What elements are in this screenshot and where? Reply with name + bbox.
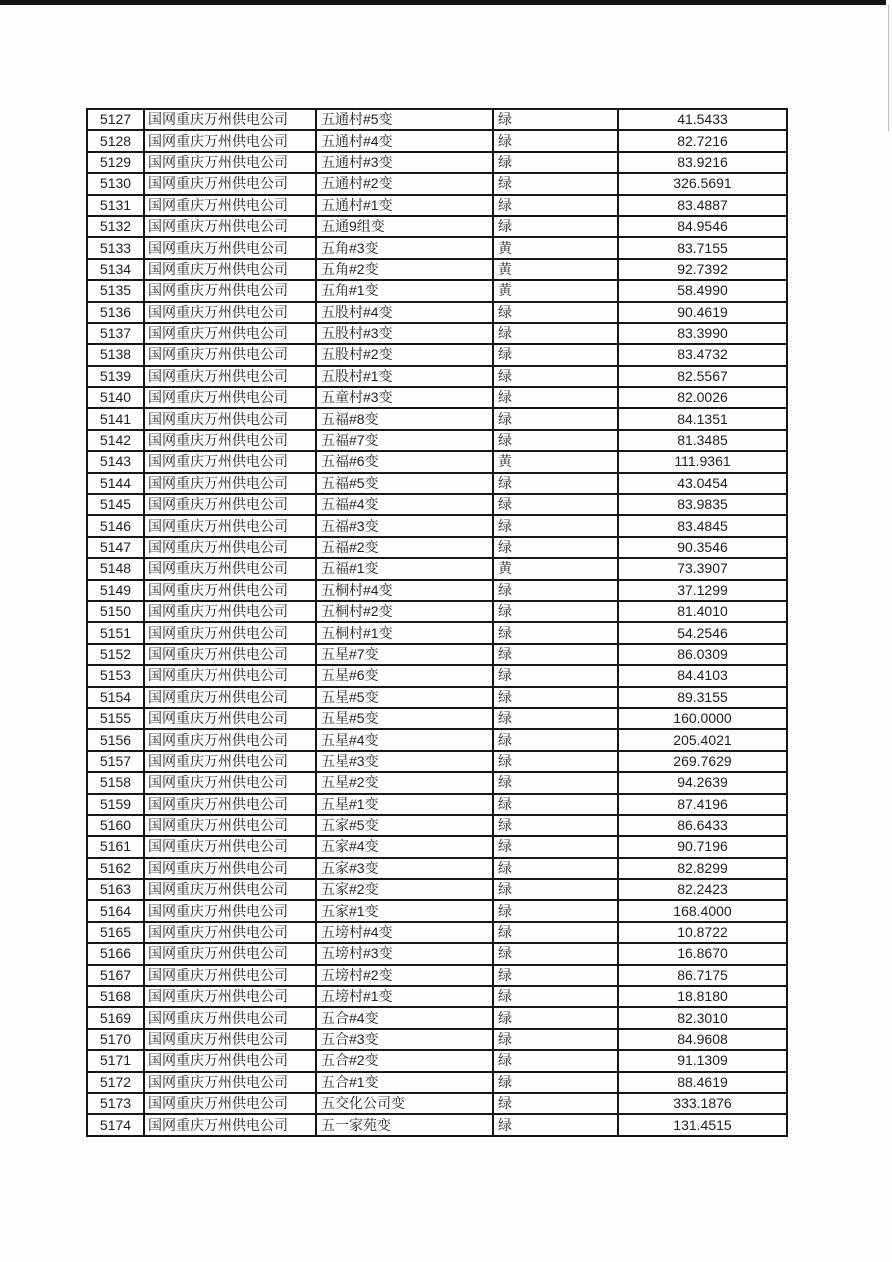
cell-company: 国网重庆万州供电公司 [144,494,316,515]
cell-status-color: 绿 [493,366,618,387]
cell-row-id: 5133 [87,237,144,258]
cell-value: 90.7196 [618,836,787,857]
cell-company: 国网重庆万州供电公司 [144,430,316,451]
cell-station: 五童村#3变 [316,387,493,408]
cell-status-color: 绿 [493,943,618,964]
cell-value: 86.0309 [618,644,787,665]
cell-status-color: 绿 [493,815,618,836]
cell-station: 五星#4变 [316,729,493,750]
cell-station: 五福#6变 [316,451,493,472]
table-row [87,601,787,622]
cell-value: 83.7155 [618,237,787,258]
cell-row-id: 5141 [87,408,144,429]
cell-status-color: 绿 [493,537,618,558]
cell-row-id: 5135 [87,280,144,301]
cell-value: 86.7175 [618,965,787,986]
cell-station: 五角#2变 [316,259,493,280]
cell-company: 国网重庆万州供电公司 [144,622,316,643]
cell-station: 五福#2变 [316,537,493,558]
cell-station: 五股村#4变 [316,302,493,323]
table-row [87,430,787,451]
cell-value: 82.0026 [618,387,787,408]
cell-value: 18.8180 [618,986,787,1007]
cell-value: 333.1876 [618,1093,787,1114]
cell-company: 国网重庆万州供电公司 [144,601,316,622]
cell-status-color: 绿 [493,323,618,344]
cell-station: 五福#5变 [316,473,493,494]
cell-station: 五星#2变 [316,772,493,793]
table-row [87,922,787,943]
cell-status-color: 绿 [493,1050,618,1071]
cell-status-color: 绿 [493,1029,618,1050]
window-right-edge-line [888,5,889,131]
table-row [87,729,787,750]
cell-status-color: 绿 [493,515,618,536]
table-row [87,986,787,1007]
cell-value: 83.4732 [618,344,787,365]
cell-value: 83.3990 [618,323,787,344]
cell-station: 五福#8变 [316,408,493,429]
table-row [87,387,787,408]
cell-row-id: 5129 [87,152,144,173]
cell-value: 88.4619 [618,1072,787,1093]
cell-value: 43.0454 [618,473,787,494]
table-row [87,494,787,515]
cell-company: 国网重庆万州供电公司 [144,772,316,793]
cell-station: 五股村#2变 [316,344,493,365]
cell-status-color: 绿 [493,687,618,708]
cell-company: 国网重庆万州供电公司 [144,729,316,750]
table-row [87,473,787,494]
cell-company: 国网重庆万州供电公司 [144,259,316,280]
table-row [87,280,787,301]
cell-row-id: 5144 [87,473,144,494]
cell-value: 83.9835 [618,494,787,515]
table-row [87,173,787,194]
window-top-edge-bar [0,0,886,5]
cell-company: 国网重庆万州供电公司 [144,836,316,857]
cell-row-id: 5160 [87,815,144,836]
cell-station: 五合#4变 [316,1007,493,1028]
cell-value: 86.6433 [618,815,787,836]
cell-row-id: 5164 [87,900,144,921]
cell-row-id: 5163 [87,879,144,900]
cell-company: 国网重庆万州供电公司 [144,1114,316,1135]
cell-company: 国网重庆万州供电公司 [144,537,316,558]
cell-status-color: 绿 [493,965,618,986]
table-row [87,366,787,387]
cell-company: 国网重庆万州供电公司 [144,708,316,729]
cell-station: 五家#1变 [316,900,493,921]
cell-company: 国网重庆万州供电公司 [144,130,316,151]
table-row [87,537,787,558]
cell-station: 五星#6变 [316,665,493,686]
cell-row-id: 5169 [87,1007,144,1028]
table-row [87,323,787,344]
table-row [87,1007,787,1028]
cell-status-color: 绿 [493,1114,618,1135]
cell-row-id: 5170 [87,1029,144,1050]
cell-value: 91.1309 [618,1050,787,1071]
cell-value: 89.3155 [618,687,787,708]
table-row [87,237,787,258]
table-row [87,836,787,857]
cell-status-color: 绿 [493,729,618,750]
cell-status-color: 绿 [493,344,618,365]
cell-station: 五交化公司变 [316,1093,493,1114]
cell-status-color: 黄 [493,451,618,472]
cell-value: 92.7392 [618,259,787,280]
cell-value: 81.3485 [618,430,787,451]
cell-status-color: 绿 [493,473,618,494]
cell-row-id: 5158 [87,772,144,793]
cell-status-color: 绿 [493,430,618,451]
cell-company: 国网重庆万州供电公司 [144,195,316,216]
cell-value: 54.2546 [618,622,787,643]
cell-value: 131.4515 [618,1114,787,1135]
cell-row-id: 5132 [87,216,144,237]
cell-station: 五塝村#1变 [316,986,493,1007]
cell-row-id: 5130 [87,173,144,194]
cell-station: 五通村#3变 [316,152,493,173]
cell-station: 五合#2变 [316,1050,493,1071]
substation-data-table [86,108,788,1137]
cell-company: 国网重庆万州供电公司 [144,451,316,472]
cell-status-color: 黄 [493,259,618,280]
table-row [87,1093,787,1114]
cell-value: 168.4000 [618,900,787,921]
cell-company: 国网重庆万州供电公司 [144,366,316,387]
cell-station: 五家#2变 [316,879,493,900]
table-row [87,644,787,665]
cell-company: 国网重庆万州供电公司 [144,858,316,879]
cell-station: 五通村#1变 [316,195,493,216]
table-row [87,943,787,964]
cell-station: 五塝村#2变 [316,965,493,986]
cell-value: 94.2639 [618,772,787,793]
cell-station: 五角#3变 [316,237,493,258]
cell-row-id: 5127 [87,109,144,130]
cell-status-color: 绿 [493,922,618,943]
table-row [87,772,787,793]
table-row [87,879,787,900]
cell-row-id: 5140 [87,387,144,408]
cell-company: 国网重庆万州供电公司 [144,408,316,429]
cell-station: 五星#5变 [316,708,493,729]
cell-row-id: 5157 [87,751,144,772]
cell-status-color: 绿 [493,772,618,793]
cell-company: 国网重庆万州供电公司 [144,216,316,237]
table-row [87,515,787,536]
cell-station: 五福#1变 [316,558,493,579]
table-row [87,195,787,216]
cell-value: 205.4021 [618,729,787,750]
cell-company: 国网重庆万州供电公司 [144,986,316,1007]
cell-company: 国网重庆万州供电公司 [144,173,316,194]
cell-row-id: 5165 [87,922,144,943]
cell-station: 五合#3变 [316,1029,493,1050]
cell-row-id: 5137 [87,323,144,344]
table-row [87,858,787,879]
cell-station: 五桐村#2变 [316,601,493,622]
cell-status-color: 绿 [493,708,618,729]
cell-status-color: 绿 [493,622,618,643]
cell-status-color: 绿 [493,986,618,1007]
table-row [87,216,787,237]
cell-status-color: 绿 [493,408,618,429]
cell-status-color: 绿 [493,644,618,665]
cell-company: 国网重庆万州供电公司 [144,1072,316,1093]
table-row [87,408,787,429]
cell-station: 五星#1变 [316,794,493,815]
cell-status-color: 绿 [493,109,618,130]
cell-value: 84.4103 [618,665,787,686]
cell-station: 五合#1变 [316,1072,493,1093]
cell-row-id: 5155 [87,708,144,729]
cell-station: 五塝村#4变 [316,922,493,943]
cell-status-color: 黄 [493,280,618,301]
cell-company: 国网重庆万州供电公司 [144,1007,316,1028]
cell-company: 国网重庆万州供电公司 [144,644,316,665]
cell-company: 国网重庆万州供电公司 [144,794,316,815]
cell-company: 国网重庆万州供电公司 [144,815,316,836]
cell-status-color: 绿 [493,601,618,622]
cell-status-color: 绿 [493,879,618,900]
table-row [87,1050,787,1071]
cell-status-color: 绿 [493,1072,618,1093]
cell-row-id: 5152 [87,644,144,665]
cell-company: 国网重庆万州供电公司 [144,323,316,344]
cell-company: 国网重庆万州供电公司 [144,580,316,601]
cell-value: 83.4845 [618,515,787,536]
table-row [87,1029,787,1050]
cell-row-id: 5174 [87,1114,144,1135]
cell-row-id: 5138 [87,344,144,365]
table-row [87,344,787,365]
cell-company: 国网重庆万州供电公司 [144,152,316,173]
cell-company: 国网重庆万州供电公司 [144,943,316,964]
cell-status-color: 绿 [493,665,618,686]
cell-row-id: 5154 [87,687,144,708]
cell-value: 326.5691 [618,173,787,194]
cell-company: 国网重庆万州供电公司 [144,965,316,986]
cell-row-id: 5149 [87,580,144,601]
cell-value: 84.1351 [618,408,787,429]
cell-status-color: 绿 [493,302,618,323]
cell-company: 国网重庆万州供电公司 [144,473,316,494]
cell-row-id: 5142 [87,430,144,451]
cell-company: 国网重庆万州供电公司 [144,1093,316,1114]
cell-row-id: 5173 [87,1093,144,1114]
cell-station: 五福#7变 [316,430,493,451]
cell-row-id: 5151 [87,622,144,643]
table-row [87,302,787,323]
cell-row-id: 5168 [87,986,144,1007]
cell-company: 国网重庆万州供电公司 [144,237,316,258]
table-row [87,665,787,686]
cell-status-color: 黄 [493,558,618,579]
table-body [87,109,787,1136]
cell-station: 五福#4变 [316,494,493,515]
cell-company: 国网重庆万州供电公司 [144,109,316,130]
cell-station: 五角#1变 [316,280,493,301]
cell-value: 83.4887 [618,195,787,216]
cell-value: 10.8722 [618,922,787,943]
cell-status-color: 绿 [493,580,618,601]
cell-company: 国网重庆万州供电公司 [144,751,316,772]
cell-status-color: 绿 [493,1007,618,1028]
table-row [87,622,787,643]
cell-station: 五桐村#4变 [316,580,493,601]
cell-status-color: 绿 [493,836,618,857]
cell-status-color: 绿 [493,195,618,216]
cell-value: 82.3010 [618,1007,787,1028]
cell-company: 国网重庆万州供电公司 [144,387,316,408]
cell-status-color: 绿 [493,751,618,772]
cell-value: 87.4196 [618,794,787,815]
cell-row-id: 5167 [87,965,144,986]
cell-value: 82.2423 [618,879,787,900]
cell-value: 82.7216 [618,130,787,151]
cell-row-id: 5134 [87,259,144,280]
cell-row-id: 5136 [87,302,144,323]
table-row [87,965,787,986]
cell-status-color: 绿 [493,152,618,173]
cell-station: 五星#7变 [316,644,493,665]
cell-value: 160.0000 [618,708,787,729]
cell-status-color: 绿 [493,794,618,815]
cell-status-color: 绿 [493,1093,618,1114]
cell-company: 国网重庆万州供电公司 [144,515,316,536]
cell-value: 82.8299 [618,858,787,879]
cell-row-id: 5145 [87,494,144,515]
cell-row-id: 5143 [87,451,144,472]
cell-row-id: 5146 [87,515,144,536]
cell-value: 111.9361 [618,451,787,472]
cell-status-color: 绿 [493,387,618,408]
cell-row-id: 5153 [87,665,144,686]
table-row [87,130,787,151]
cell-value: 90.4619 [618,302,787,323]
cell-station: 五桐村#1变 [316,622,493,643]
table-row [87,1114,787,1135]
cell-status-color: 绿 [493,494,618,515]
cell-row-id: 5150 [87,601,144,622]
cell-row-id: 5147 [87,537,144,558]
cell-station: 五通村#5变 [316,109,493,130]
cell-station: 五家#3变 [316,858,493,879]
cell-company: 国网重庆万州供电公司 [144,344,316,365]
table-row [87,109,787,130]
cell-status-color: 绿 [493,216,618,237]
cell-station: 五星#5变 [316,687,493,708]
table-row [87,152,787,173]
cell-status-color: 绿 [493,130,618,151]
cell-value: 82.5567 [618,366,787,387]
table-row [87,1072,787,1093]
cell-station: 五股村#3变 [316,323,493,344]
table-row [87,708,787,729]
cell-row-id: 5166 [87,943,144,964]
cell-station: 五通村#2变 [316,173,493,194]
table-row [87,451,787,472]
cell-value: 84.9608 [618,1029,787,1050]
table-row [87,751,787,772]
cell-company: 国网重庆万州供电公司 [144,280,316,301]
table-row [87,558,787,579]
table-row [87,259,787,280]
cell-row-id: 5128 [87,130,144,151]
cell-company: 国网重庆万州供电公司 [144,558,316,579]
cell-value: 269.7629 [618,751,787,772]
cell-station: 五通村#4变 [316,130,493,151]
cell-row-id: 5172 [87,1072,144,1093]
cell-status-color: 绿 [493,900,618,921]
cell-status-color: 绿 [493,858,618,879]
cell-value: 81.4010 [618,601,787,622]
cell-station: 五星#3变 [316,751,493,772]
cell-row-id: 5162 [87,858,144,879]
cell-station: 五一家苑变 [316,1114,493,1135]
cell-company: 国网重庆万州供电公司 [144,302,316,323]
cell-row-id: 5148 [87,558,144,579]
cell-row-id: 5159 [87,794,144,815]
cell-row-id: 5131 [87,195,144,216]
table-row [87,687,787,708]
cell-value: 37.1299 [618,580,787,601]
cell-company: 国网重庆万州供电公司 [144,922,316,943]
cell-status-color: 黄 [493,237,618,258]
cell-company: 国网重庆万州供电公司 [144,687,316,708]
cell-station: 五家#4变 [316,836,493,857]
cell-value: 90.3546 [618,537,787,558]
cell-station: 五福#3变 [316,515,493,536]
cell-value: 41.5433 [618,109,787,130]
table-row [87,794,787,815]
cell-row-id: 5139 [87,366,144,387]
cell-station: 五股村#1变 [316,366,493,387]
cell-row-id: 5171 [87,1050,144,1071]
cell-value: 73.3907 [618,558,787,579]
cell-station: 五家#5变 [316,815,493,836]
cell-station: 五通9组变 [316,216,493,237]
table-row [87,580,787,601]
cell-status-color: 绿 [493,173,618,194]
cell-company: 国网重庆万州供电公司 [144,1029,316,1050]
cell-company: 国网重庆万州供电公司 [144,665,316,686]
cell-value: 16.8670 [618,943,787,964]
cell-station: 五塝村#3变 [316,943,493,964]
cell-row-id: 5161 [87,836,144,857]
cell-value: 83.9216 [618,152,787,173]
cell-value: 58.4990 [618,280,787,301]
table-row [87,815,787,836]
cell-company: 国网重庆万州供电公司 [144,879,316,900]
cell-company: 国网重庆万州供电公司 [144,1050,316,1071]
cell-value: 84.9546 [618,216,787,237]
cell-company: 国网重庆万州供电公司 [144,900,316,921]
table-row [87,900,787,921]
cell-row-id: 5156 [87,729,144,750]
